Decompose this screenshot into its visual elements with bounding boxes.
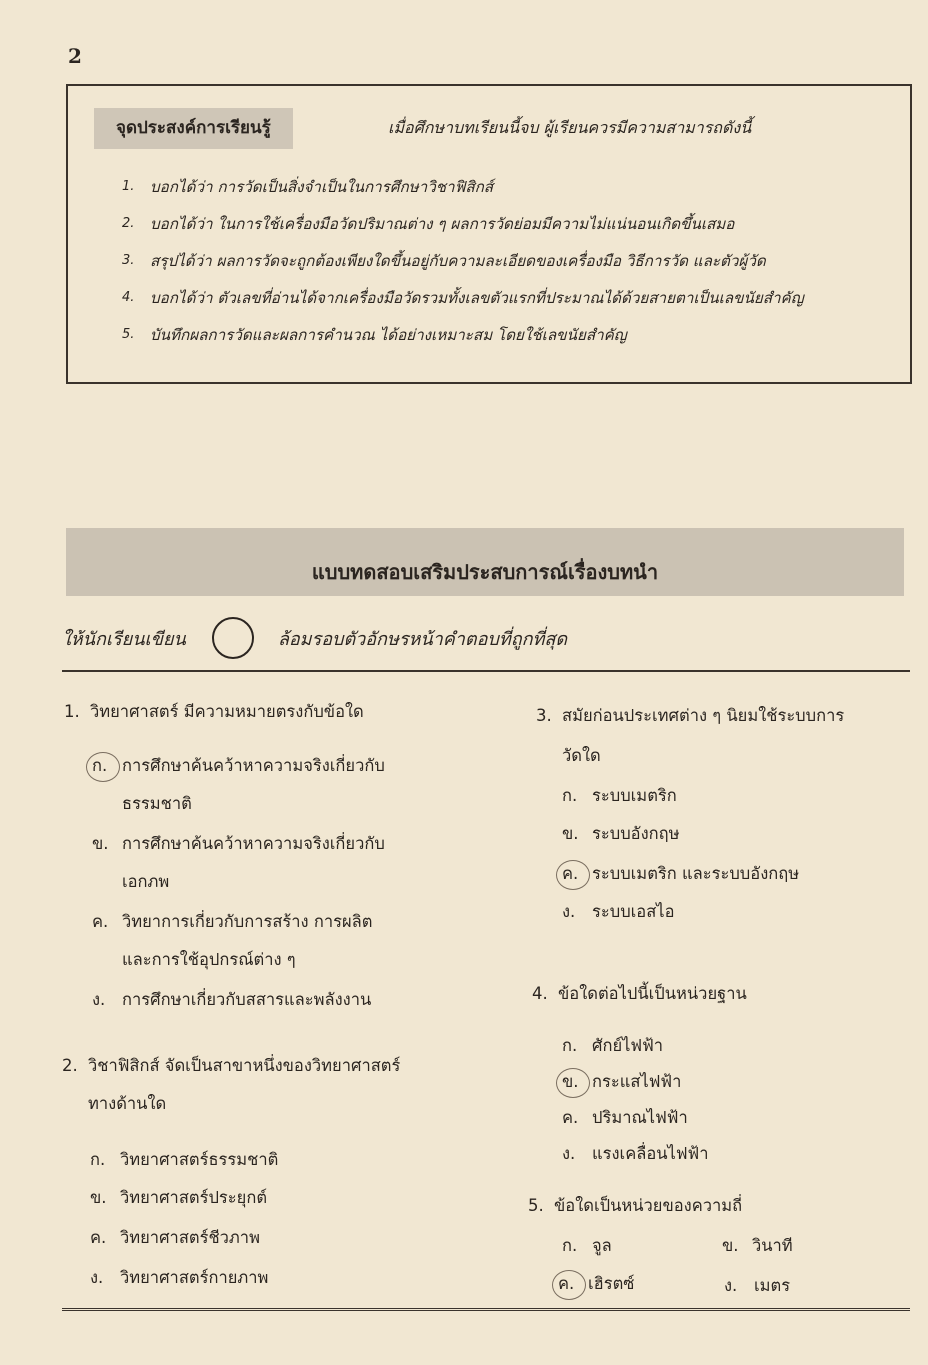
option-text: แรงเคลื่อนไฟฟ้า — [592, 1144, 709, 1163]
option-label: ค. — [562, 854, 592, 894]
option-label: ง. — [562, 902, 576, 921]
q2-option-b[interactable] — [90, 1178, 267, 1218]
q4-option-c[interactable] — [562, 1098, 688, 1138]
option-text: เมตร — [754, 1276, 791, 1295]
option-label: ก. — [562, 786, 578, 805]
question-text: ข้อใดเป็นหน่วยของความถี่ — [554, 1196, 743, 1215]
question-2 — [62, 1046, 400, 1086]
option-text: ระบบเอสไอ — [592, 902, 675, 921]
option-text: ปริมาณไฟฟ้า — [592, 1108, 688, 1127]
option-text: กระแสไฟฟ้า — [592, 1072, 682, 1091]
q4-option-b[interactable] — [562, 1062, 681, 1102]
option-label: ง. — [92, 990, 106, 1009]
objective-item — [122, 215, 804, 252]
objectives-list — [122, 178, 804, 363]
q4-option-d[interactable] — [562, 1134, 708, 1174]
option-text: วินาที — [752, 1236, 793, 1255]
option-label: ค. — [558, 1264, 588, 1304]
q1-option-b[interactable] — [92, 824, 385, 864]
option-text: การศึกษาค้นคว้าหาความจริงเกี่ยวกับ — [122, 756, 385, 775]
q1-option-c[interactable] — [92, 902, 372, 942]
question-5 — [528, 1186, 742, 1226]
q5-option-b[interactable] — [722, 1226, 793, 1266]
objective-text: บันทึกผลการวัดและผลการคำนวณ ได้อย่างเหมาะสม โดยใช้เลขนัยสำคัญ — [150, 326, 627, 344]
objective-item — [122, 326, 804, 363]
q5-option-a[interactable] — [562, 1226, 612, 1266]
option-label: ข. — [562, 1062, 592, 1102]
question-number: 5. — [528, 1196, 544, 1215]
q4-option-a[interactable] — [562, 1026, 663, 1066]
question-1 — [64, 692, 364, 732]
objective-item — [122, 289, 804, 326]
option-text: วิทยาศาสตร์ธรรมชาติ — [120, 1150, 279, 1169]
option-text: และการใช้อุปกรณ์ต่าง ๆ — [122, 950, 296, 969]
q2-option-c[interactable] — [90, 1218, 260, 1258]
objectives-box — [66, 84, 912, 384]
option-text: การศึกษาเกี่ยวกับสสารและพลังงาน — [122, 990, 372, 1009]
q1-option-d[interactable] — [92, 980, 371, 1020]
option-label: ก. — [562, 1036, 578, 1055]
option-text: ระบบเมตริก — [592, 786, 677, 805]
objective-number: 1. — [122, 179, 135, 194]
option-label: ง. — [724, 1276, 738, 1295]
option-label: ข. — [562, 824, 579, 843]
option-text: ระบบเมตริก และระบบอังกฤษ — [592, 864, 800, 883]
option-text: ศักย์ไฟฟ้า — [592, 1036, 664, 1055]
question-2-cont — [88, 1084, 166, 1124]
question-text: วิทยาศาสตร์ มีความหมายตรงกับข้อใด — [90, 702, 364, 721]
circle-icon — [212, 617, 254, 659]
q5-option-c[interactable] — [558, 1264, 635, 1304]
q2-option-a[interactable] — [90, 1140, 278, 1180]
option-label: ค. — [92, 912, 109, 931]
page-number: 2 — [68, 44, 82, 68]
objective-text: สรุปได้ว่า ผลการวัดจะถูกต้องเพียงใดขึ้นอยู่กับความละเอียดของเครื่องมือ วิธีการวัด และตัวผู้วัด — [150, 252, 766, 270]
option-text: วิทยาศาสตร์ประยุกต์ — [120, 1188, 268, 1207]
q1-option-b-cont — [122, 862, 169, 902]
option-text: วิทยาศาสตร์กายภาพ — [120, 1268, 269, 1287]
instruction-after: ล้อมรอบตัวอักษรหน้าคำตอบที่ถูกที่สุด — [277, 628, 568, 650]
option-text: เอกภพ — [122, 872, 170, 891]
option-label: ก. — [92, 746, 122, 786]
option-text: การศึกษาค้นคว้าหาความจริงเกี่ยวกับ — [122, 834, 385, 853]
question-text: ทางด้านใด — [88, 1094, 167, 1113]
divider-top — [62, 670, 910, 672]
objectives-intro: เมื่อศึกษาบทเรียนนี้จบ ผู้เรียนควรมีความสามารถดังนี้ — [388, 118, 752, 137]
instruction-before: ให้นักเรียนเขียน — [62, 628, 186, 650]
q3-option-a[interactable] — [562, 776, 677, 816]
question-text: สมัยก่อนประเทศต่าง ๆ นิยมใช้ระบบการ — [562, 706, 845, 725]
question-4 — [532, 974, 747, 1014]
option-text: ธรรมชาติ — [122, 794, 192, 813]
section-header — [66, 528, 904, 596]
question-number: 1. — [64, 702, 80, 721]
instruction — [62, 620, 567, 656]
question-number: 4. — [532, 984, 548, 1003]
option-label: ง. — [562, 1144, 576, 1163]
option-text: วิทยาการเกี่ยวกับการสร้าง การผลิต — [122, 912, 373, 931]
q3-option-c[interactable] — [562, 854, 799, 894]
objective-item — [122, 178, 804, 215]
option-text: วิทยาศาสตร์ชีวภาพ — [120, 1228, 260, 1247]
divider-bottom — [62, 1308, 910, 1311]
q3-option-b[interactable] — [562, 814, 680, 854]
option-label: ก. — [562, 1236, 578, 1255]
q1-option-a[interactable] — [92, 746, 385, 786]
option-text: เฮิรตซ์ — [588, 1274, 635, 1293]
objective-text: บอกได้ว่า การวัดเป็นสิ่งจำเป็นในการศึกษาวิชาฟิสิกส์ — [150, 178, 494, 196]
option-label: ง. — [90, 1268, 104, 1287]
option-label: ข. — [92, 834, 109, 853]
option-label: ค. — [562, 1108, 579, 1127]
question-number: 3. — [536, 706, 552, 725]
objectives-label: จุดประสงค์การเรียนรู้ — [94, 108, 293, 149]
option-label: ก. — [90, 1150, 106, 1169]
q5-option-d[interactable] — [724, 1266, 790, 1306]
objective-text: บอกได้ว่า ตัวเลขที่อ่านได้จากเครื่องมือวัดรวมทั้งเลขตัวแรกที่ประมาณได้ด้วยสายตาเป็นเลขนัยสำคัญ — [150, 289, 804, 307]
q3-option-d[interactable] — [562, 892, 675, 932]
question-3 — [536, 696, 844, 736]
question-text: วิชาฟิสิกส์ จัดเป็นสาขาหนึ่งของวิทยาศาสตร์ — [88, 1056, 401, 1075]
question-text: วัดใด — [562, 746, 601, 765]
q1-option-a-cont — [122, 784, 192, 824]
objective-number: 5. — [122, 327, 135, 342]
option-label: ค. — [90, 1228, 107, 1247]
section-title: แบบทดสอบเสริมประสบการณ์เรื่องบทนำ — [311, 560, 659, 584]
objective-number: 4. — [122, 290, 135, 305]
objective-text: บอกได้ว่า ในการใช้เครื่องมือวัดปริมาณต่าง ๆ ผลการวัดย่อมมีความไม่แน่นอนเกิดขึ้นเสมอ — [150, 215, 735, 233]
question-3-cont — [562, 736, 601, 776]
objective-item — [122, 252, 804, 289]
option-text: จูล — [592, 1236, 612, 1255]
option-text: ระบบอังกฤษ — [592, 824, 680, 843]
q1-option-c-cont — [122, 940, 296, 980]
question-text: ข้อใดต่อไปนี้เป็นหน่วยฐาน — [558, 984, 747, 1003]
objective-number: 2. — [122, 216, 135, 231]
question-number: 2. — [62, 1056, 78, 1075]
option-label: ข. — [722, 1236, 739, 1255]
option-label: ข. — [90, 1188, 107, 1207]
q2-option-d[interactable] — [90, 1258, 268, 1298]
objective-number: 3. — [122, 253, 135, 268]
